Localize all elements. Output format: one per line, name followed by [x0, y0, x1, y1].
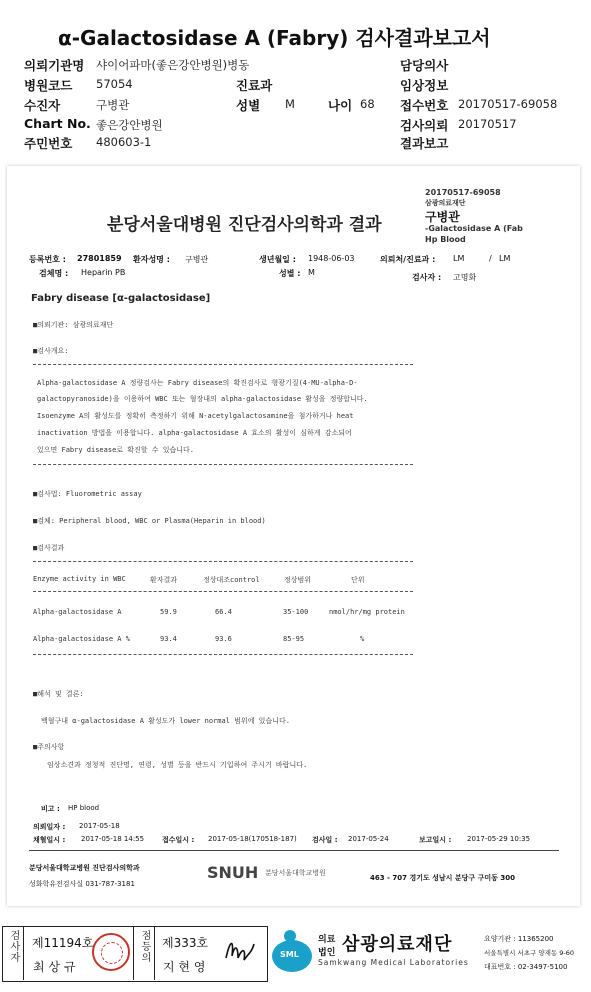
report-title: α-Galactosidase A (Fabry) 검사결과보고서: [58, 26, 491, 50]
table-row-2-test: Alpha-galactosidase A %: [33, 635, 130, 643]
reg-no-value: 27801859: [77, 254, 122, 263]
test-date-label: 검사일 :: [312, 836, 338, 844]
org-type-2: 법인: [318, 948, 336, 958]
examiner-license-no: 제11194호: [32, 936, 94, 950]
divider: [33, 591, 413, 592]
method-line: ■검사법: Fluorometric assay: [33, 490, 142, 498]
table-row-2-result: 93.4: [160, 635, 177, 643]
value-requester: 샤이어파마(좋은강안병원)병동: [96, 58, 250, 72]
examiner-value: 고명화: [453, 273, 477, 282]
test-date-value: 2017-05-24: [348, 835, 389, 843]
sample-line: ■검체: Peripheral blood, WBC or Plasma(Heparin in blood): [33, 517, 266, 525]
signature-icon: [220, 934, 260, 970]
snuh-logo: SNUH: [207, 863, 259, 882]
reg-no-label: 등록번호 :: [29, 255, 66, 264]
examiner-label: 검사자 :: [412, 273, 442, 282]
signature-footer: [0, 926, 591, 986]
label-result-report: 결과보고: [400, 136, 449, 151]
label-resident-no: 주민번호: [24, 136, 73, 151]
patient-value: 구병관: [185, 255, 209, 264]
tr-test-2: Hp Blood: [425, 235, 466, 244]
table-header-control: 정상대조control: [203, 576, 260, 584]
note-heading: ■주의사항: [33, 743, 65, 751]
table-row-1-test: Alpha-galactosidase A: [33, 608, 122, 616]
specimen-value: Heparin PB: [81, 268, 126, 277]
sex-label: 성별 :: [279, 269, 301, 278]
client-line: ■의뢰기관: 삼광의료재단: [33, 321, 114, 329]
divider: [29, 850, 559, 851]
overview-line-4: inactivation 방법을 이용합니다. alpha-galactosidase A 효소의 활성이 심하게 감소되어: [37, 429, 352, 437]
hospital-address: 463 - 707 경기도 성남시 분당구 구미동 300: [370, 874, 515, 882]
confirmer-name: 지 현 영: [163, 960, 206, 974]
ref-sep: /: [489, 254, 492, 263]
confirmer-license-no: 제333호: [162, 936, 209, 950]
overview-heading: ■검사개요:: [33, 347, 69, 355]
value-accession-no: 20170517-69058: [458, 97, 558, 111]
value-hospital-code: 57054: [96, 77, 133, 91]
label-age: 나이: [328, 98, 353, 113]
label-accession-no: 접수번호: [400, 98, 449, 113]
table-header-range: 정상범위: [284, 576, 312, 584]
divider: [154, 927, 155, 980]
ref-value-2: LM: [499, 254, 511, 263]
interpretation-heading: ■해석 및 결론:: [33, 690, 84, 698]
confirmer-vertical-label: 점등의: [139, 930, 150, 963]
value-patient: 구병관: [96, 98, 130, 112]
receive-label: 접수일시 :: [162, 836, 195, 844]
table-row-1-control: 66.4: [215, 608, 232, 616]
overview-line-1: Alpha-galactosidase A 정량검사는 Fabry disease의 확진검사로 형광기질(4-MU-alpha-D-: [37, 379, 358, 387]
table-header-unit: 단위: [351, 576, 365, 584]
examiner-vertical-label: 검사자: [8, 930, 19, 963]
ref-label: 의뢰처/진료과 :: [380, 255, 436, 264]
collect-value: 2017-05-18 14:55: [81, 835, 145, 843]
report-date-value: 2017-05-29 10:35: [467, 835, 531, 843]
report-date-label: 보고일시 :: [419, 836, 452, 844]
snuh-text: 분당서울대학교병원: [265, 869, 326, 877]
divider: [33, 464, 413, 465]
tr-test-1: -Galactosidase A (Fab: [425, 224, 523, 233]
table-header-test: Enzyme activity in WBC: [33, 575, 126, 583]
result-heading: ■검사결과: [33, 544, 65, 552]
embedded-lab-report: [7, 166, 580, 906]
patient-label: 환자성명 :: [133, 255, 170, 264]
dept-name: 분당서울대학교병원 진단검사의학과: [29, 864, 140, 872]
tr-name: 구병관: [425, 210, 460, 224]
receive-value: 2017-05-18(170518-187): [208, 835, 297, 843]
specimen-label: 검체명 :: [39, 269, 69, 278]
value-resident-no: 480603-1: [96, 135, 152, 149]
org-name: 삼광의료재단: [342, 934, 453, 955]
label-test-request: 검사의뢰: [400, 118, 449, 133]
label-patient: 수진자: [24, 98, 61, 113]
org-phone: 대표번호 : 02-3497-5100: [484, 963, 568, 971]
value-test-request: 20170517: [458, 117, 517, 131]
dob-label: 생년월일 :: [259, 255, 296, 264]
label-requester: 의뢰기관명: [24, 58, 85, 73]
label-chart-no: Chart No.: [24, 116, 91, 131]
remark-value: HP blood: [68, 804, 100, 812]
value-chart-no: 좋은강안병원: [96, 118, 163, 132]
examiner-name: 최 상 규: [33, 960, 76, 974]
remark-label: 비고 :: [41, 805, 60, 813]
divider: [33, 364, 413, 365]
org-type-1: 의료: [318, 935, 336, 945]
table-row-1-result: 59.9: [160, 608, 177, 616]
divider: [33, 561, 413, 562]
sex-value: M: [308, 268, 315, 277]
label-clinical-info: 임상정보: [400, 78, 449, 93]
table-header-result: 환자결과: [150, 576, 178, 584]
req-date-value: 2017-05-18: [79, 822, 120, 830]
dob-value: 1948-06-03: [308, 254, 355, 263]
label-sex: 성별: [236, 98, 261, 113]
table-row-2-control: 93.6: [215, 635, 232, 643]
ref-value: LM: [453, 254, 465, 263]
divider: [33, 654, 413, 655]
overview-line-2: galactopyranoside)을 이용하여 WBC 또는 혈장내의 alpha-galactosidase 활성을 정량합니다.: [37, 395, 368, 403]
divider: [133, 927, 134, 980]
table-row-1-unit: nmol/hr/mg protein: [329, 608, 405, 616]
table-row-2-unit: %: [360, 635, 365, 643]
collect-label: 채혈일시 :: [33, 836, 66, 844]
label-hospital-code: 병원코드: [24, 78, 73, 93]
interpretation-text: 백혈구내 α-galactosidase A 활성도가 lower normal 범위에 있습니다.: [41, 717, 290, 725]
seal-stamp-icon: [92, 933, 130, 971]
section-title: Fabry disease [α-galactosidase]: [31, 293, 211, 304]
value-age: 68: [360, 97, 375, 111]
note-text: 임상소견과 정청적 진단명, 연령, 성별 등을 반드시 기입하여 주시기 바랍니다.: [47, 761, 308, 769]
tr-inst: 삼광의료재단: [425, 199, 466, 207]
req-date-label: 의뢰일자 :: [33, 823, 66, 831]
value-sex: M: [285, 97, 295, 111]
dept-contact: 성화학유전검사실 031-787-3181: [29, 880, 135, 888]
sml-logo-icon: SML: [272, 930, 312, 974]
table-row-2-range: 85-95: [283, 635, 305, 643]
report-heading: 분당서울대병원 진단검사의학과 결과: [107, 215, 382, 235]
overview-line-3: Isoenzyme A의 활성도를 정확히 측정하기 위해 N-acetylgalactosamine을 첨가하거나 heat: [37, 412, 354, 420]
overview-line-5: 있으면 Fabry disease로 확진할 수 있습니다.: [37, 446, 195, 454]
org-english-name: Samkwang Medical Laboratories: [318, 958, 469, 967]
org-code: 요양기관 : 11365200: [484, 935, 554, 943]
table-row-1-range: 35-100: [283, 608, 309, 616]
divider: [23, 927, 24, 980]
label-doctor: 담당의사: [400, 58, 449, 73]
org-address: 서울특별시 서초구 양재동 9-60: [484, 949, 575, 957]
label-department: 진료과: [236, 78, 273, 93]
tr-code: 20170517-69058: [425, 188, 501, 197]
